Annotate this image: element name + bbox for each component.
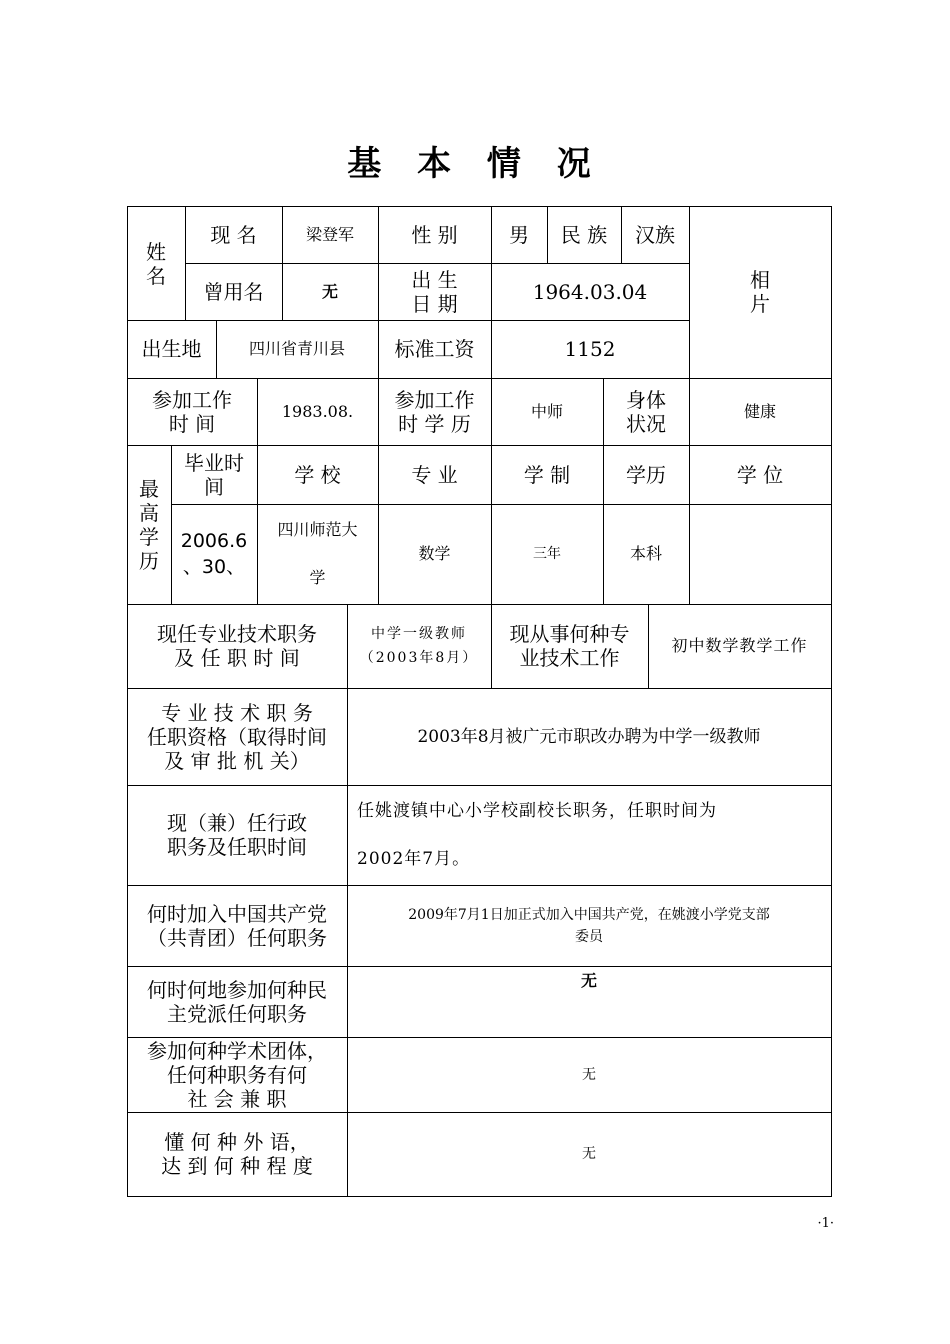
school-value: 四川师范大 学 bbox=[277, 520, 358, 587]
health-label: 身体 状况 bbox=[626, 387, 666, 436]
birthplace-label: 出生地 bbox=[141, 337, 202, 361]
duration-label: 学 制 bbox=[523, 462, 571, 487]
duration-value: 三年 bbox=[533, 546, 561, 562]
title-position-label: 现任专业技术职务 及 任 职 时 间 bbox=[157, 622, 317, 670]
birthplace-value: 四川省青川县 bbox=[248, 339, 345, 358]
academic-label: 参加何种学术团体， 任何种职务有何 社 会 兼 职 bbox=[147, 1038, 327, 1111]
title-position-value: 中学一级教师 （2003年8月） bbox=[359, 626, 479, 666]
former-name-value: 无 bbox=[321, 281, 338, 301]
grad-time-label: 毕业时 间 bbox=[184, 450, 244, 499]
highest-edu-label: 最高学历 bbox=[139, 476, 159, 573]
qualification-value: 2003年8月被广元市职改办聘为中学一级教师 bbox=[417, 726, 761, 747]
current-work-label: 现从事何种专 业技术工作 bbox=[509, 622, 630, 670]
birth-date-value: 1964.03.04 bbox=[532, 279, 648, 304]
salary-value: 1152 bbox=[564, 337, 616, 361]
academic-degree-value bbox=[689, 504, 831, 604]
work-start-value: 1983.08. bbox=[281, 401, 354, 421]
degree-label: 学历 bbox=[626, 462, 666, 487]
page-number: ·1· bbox=[817, 1216, 834, 1231]
photo-placeholder: 相片 bbox=[750, 268, 770, 316]
language-label: 懂 何 种 外 语， 达 到 何 种 程 度 bbox=[161, 1130, 313, 1178]
academic-value: 无 bbox=[582, 1066, 596, 1083]
admin-value: 任姚渡镇中心小学校副校长职务，任职时间为 2002年7月。 bbox=[357, 801, 717, 869]
qualification-label: 专 业 技 术 职 务 任职资格（取得时间 及 审 批 机 关） bbox=[147, 700, 327, 773]
academic-degree-label: 学 位 bbox=[736, 462, 784, 487]
birth-date-label: 出 生 日 期 bbox=[411, 267, 458, 316]
language-value: 无 bbox=[582, 1146, 596, 1162]
work-start-edu-value: 中师 bbox=[530, 401, 563, 421]
democratic-label: 何时何地参加何种民 主党派任何职务 bbox=[147, 977, 327, 1026]
major-label: 专 业 bbox=[411, 462, 458, 487]
work-start-edu-label: 参加工作 时 学 历 bbox=[394, 387, 475, 436]
major-value: 数学 bbox=[418, 544, 451, 563]
ethnicity-label: 民 族 bbox=[560, 222, 608, 247]
ethnicity-value: 汉族 bbox=[635, 222, 675, 247]
current-work-value: 初中数学教学工作 bbox=[671, 636, 808, 655]
grad-time-value: 2006.6 、30、 bbox=[180, 530, 248, 578]
former-name-label: 曾用名 bbox=[203, 279, 264, 304]
admin-label: 现（兼）任行政 职务及任职时间 bbox=[167, 811, 307, 859]
school-label: 学 校 bbox=[294, 462, 341, 487]
salary-label: 标准工资 bbox=[394, 337, 475, 361]
degree-value: 本科 bbox=[629, 544, 662, 563]
current-name-label: 现 名 bbox=[210, 222, 257, 247]
gender-value: 男 bbox=[509, 222, 529, 247]
current-name-value: 梁登军 bbox=[305, 224, 354, 244]
party-value: 2009年7月1日加正式加入中国共产党，在姚渡小学党支部 委员 bbox=[408, 906, 770, 945]
name-label: 姓名 bbox=[146, 239, 166, 288]
party-label: 何时加入中国共产党 （共青团）任何职务 bbox=[147, 901, 327, 950]
page-title: 基 本 情 况 bbox=[347, 144, 603, 184]
democratic-value: 无 bbox=[580, 971, 597, 990]
gender-label: 性 别 bbox=[411, 222, 458, 247]
work-start-label: 参加工作 时 间 bbox=[152, 387, 232, 436]
health-value: 健康 bbox=[743, 401, 776, 421]
